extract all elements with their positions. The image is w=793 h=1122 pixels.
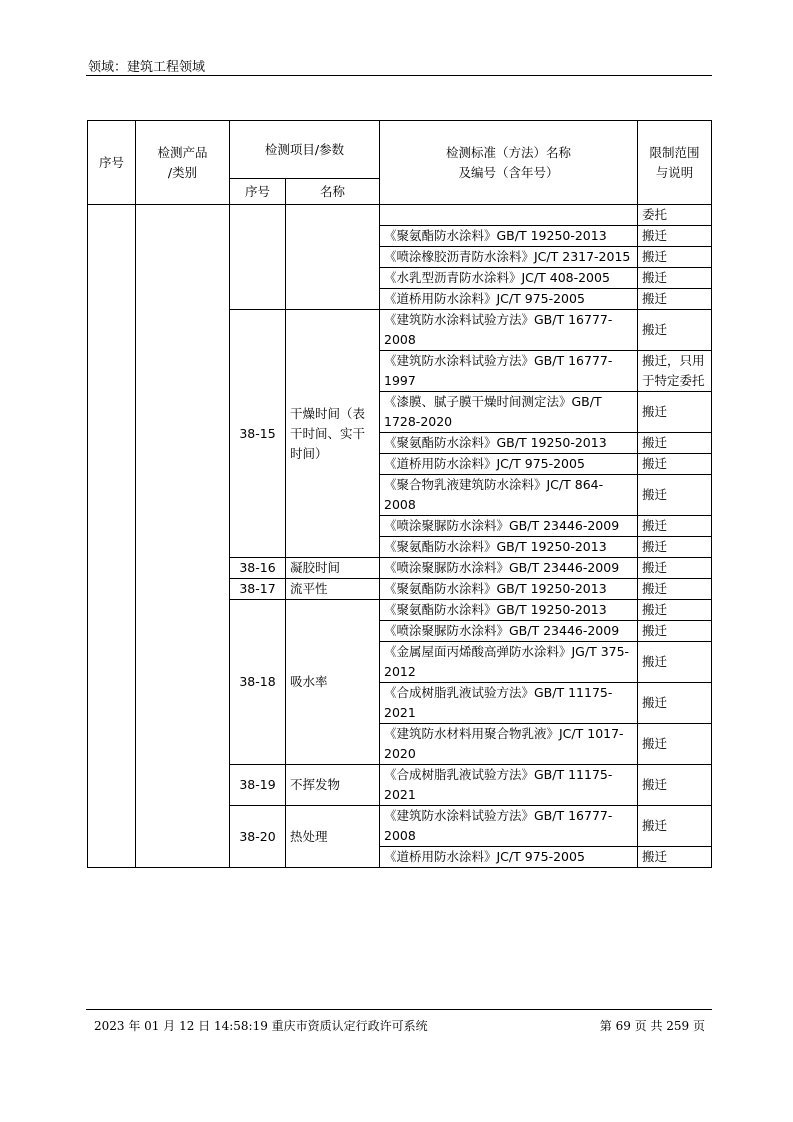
limit-note: 搬迁 — [638, 310, 712, 351]
standard-name: 《建筑防水涂料试验方法》GB/T 16777-1997 — [380, 351, 638, 392]
standard-name: 《聚氨酯防水涂料》GB/T 19250-2013 — [380, 433, 638, 454]
standard-name: 《聚合物乳液建筑防水涂料》JC/T 864-2008 — [380, 475, 638, 516]
limit-note: 搬迁 — [638, 600, 712, 621]
header-item-group: 检测项目/参数 — [230, 121, 380, 179]
limit-note: 搬迁 — [638, 268, 712, 289]
standard-name: 《道桥用防水涂料》JC/T 975-2005 — [380, 454, 638, 475]
standard-name: 《建筑防水涂料试验方法》GB/T 16777-2008 — [380, 310, 638, 351]
limit-note: 搬迁 — [638, 621, 712, 642]
table-body — [88, 205, 712, 868]
limit-note: 搬迁，只用于特定委托 — [638, 351, 712, 392]
limit-note: 搬迁 — [638, 433, 712, 454]
limit-note: 搬迁 — [638, 226, 712, 247]
item-name: 不挥发物 — [286, 765, 380, 806]
standard-name: 《聚氨酯防水涂料》GB/T 19250-2013 — [380, 600, 638, 621]
limit-note: 搬迁 — [638, 724, 712, 765]
item-name: 干燥时间（表干时间、实干时间） — [286, 310, 380, 558]
footer-timestamp: 2023 年 01 月 12 日 14:58:19 重庆市资质认定行政许可系统 — [94, 1019, 428, 1033]
limit-note: 搬迁 — [638, 392, 712, 433]
header-limit: 限制范围 与说明 — [638, 121, 712, 205]
standard-name: 《喷涂聚脲防水涂料》GB/T 23446-2009 — [380, 558, 638, 579]
limit-note: 搬迁 — [638, 642, 712, 683]
item-seq: 38-20 — [230, 806, 286, 868]
row-product-cell — [136, 205, 230, 868]
item-seq: 38-16 — [230, 558, 286, 579]
header-seq: 序号 — [88, 121, 136, 205]
item-seq — [230, 205, 286, 310]
limit-note: 搬迁 — [638, 558, 712, 579]
header-item-seq: 序号 — [230, 179, 286, 205]
item-name: 吸水率 — [286, 600, 380, 765]
header-domain-label: 领域：建筑工程领域 — [88, 60, 206, 75]
limit-note: 搬迁 — [638, 475, 712, 516]
header-item-name: 名称 — [286, 179, 380, 205]
standard-name: 《道桥用防水涂料》JC/T 975-2005 — [380, 847, 638, 868]
standard-name: 《金属屋面丙烯酸高弹防水涂料》JG/T 375-2012 — [380, 642, 638, 683]
table-row — [88, 205, 712, 226]
limit-note: 搬迁 — [638, 765, 712, 806]
item-seq: 38-17 — [230, 579, 286, 600]
inspection-table — [87, 120, 712, 868]
row-seq-cell — [88, 205, 136, 868]
standard-name: 《喷涂聚脲防水涂料》GB/T 23446-2009 — [380, 516, 638, 537]
standard-name: 《漆膜、腻子膜干燥时间测定法》GB/T 1728-2020 — [380, 392, 638, 433]
limit-note: 搬迁 — [638, 537, 712, 558]
standard-name: 《合成树脂乳液试验方法》GB/T 11175-2021 — [380, 683, 638, 724]
item-seq: 38-19 — [230, 765, 286, 806]
standard-name: 《水乳型沥青防水涂料》JC/T 408-2005 — [380, 268, 638, 289]
standard-name: 《聚氨酯防水涂料》GB/T 19250-2013 — [380, 226, 638, 247]
standard-name: 《道桥用防水涂料》JC/T 975-2005 — [380, 289, 638, 310]
limit-note: 搬迁 — [638, 289, 712, 310]
header-standard: 检测标准（方法）名称 及编号（含年号） — [380, 121, 638, 205]
standard-name: 《喷涂橡胶沥青防水涂料》JC/T 2317-2015 — [380, 247, 638, 268]
item-name: 热处理 — [286, 806, 380, 868]
standard-name: 《合成树脂乳液试验方法》GB/T 11175-2021 — [380, 765, 638, 806]
item-name — [286, 205, 380, 310]
limit-note: 搬迁 — [638, 579, 712, 600]
limit-note: 委托 — [638, 205, 712, 226]
limit-note: 搬迁 — [638, 516, 712, 537]
standard-name: 《喷涂聚脲防水涂料》GB/T 23446-2009 — [380, 621, 638, 642]
limit-note: 搬迁 — [638, 847, 712, 868]
limit-note: 搬迁 — [638, 454, 712, 475]
standard-name: 《建筑防水材料用聚合物乳液》JC/T 1017-2020 — [380, 724, 638, 765]
footer-page-number: 第 69 页 共 259 页 — [599, 1019, 705, 1033]
standard-name — [380, 205, 638, 226]
standard-name: 《建筑防水涂料试验方法》GB/T 16777-2008 — [380, 806, 638, 847]
header-product: 检测产品 /类别 — [136, 121, 230, 205]
item-name: 凝胶时间 — [286, 558, 380, 579]
header-divider — [86, 75, 712, 76]
limit-note: 搬迁 — [638, 683, 712, 724]
item-seq: 38-15 — [230, 310, 286, 558]
item-name: 流平性 — [286, 579, 380, 600]
item-seq: 38-18 — [230, 600, 286, 765]
limit-note: 搬迁 — [638, 806, 712, 847]
footer-divider — [86, 1009, 712, 1010]
limit-note: 搬迁 — [638, 247, 712, 268]
standard-name: 《聚氨酯防水涂料》GB/T 19250-2013 — [380, 579, 638, 600]
standard-name: 《聚氨酯防水涂料》GB/T 19250-2013 — [380, 537, 638, 558]
